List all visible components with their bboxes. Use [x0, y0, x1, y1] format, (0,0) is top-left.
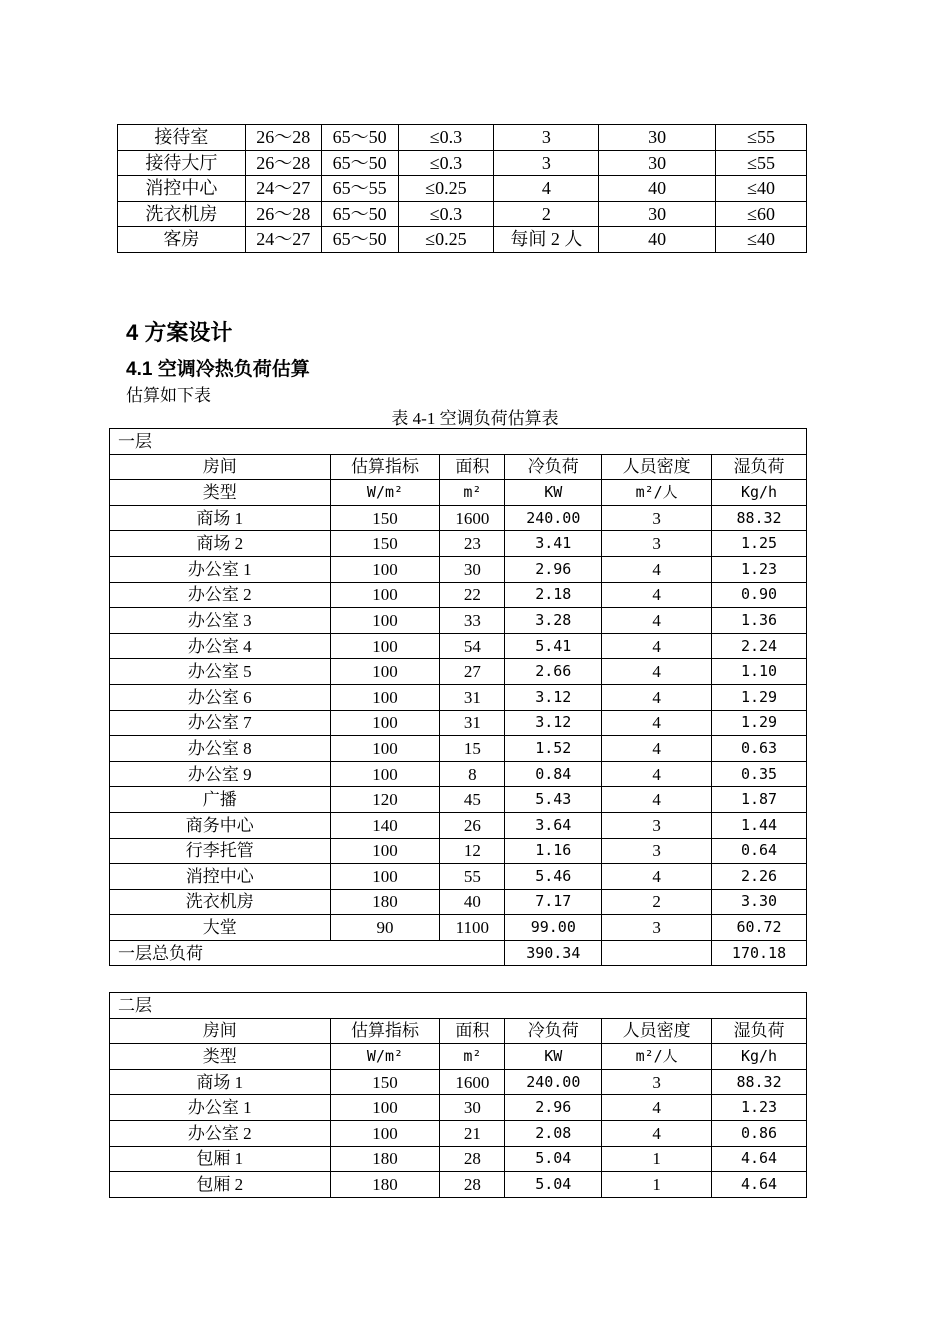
table-cell: 180: [330, 1172, 440, 1198]
table-cell: 5.41: [505, 633, 602, 659]
table-cell: 3: [602, 1069, 712, 1095]
table-cell: 150: [330, 1069, 440, 1095]
unit-row: [110, 480, 807, 506]
table-cell: 240.00: [505, 505, 602, 531]
table-row: [118, 176, 807, 202]
table-cell: 包厢 2: [110, 1172, 331, 1198]
subsection-heading: 4.1 空调冷热负荷估算: [126, 359, 310, 380]
header-row: [110, 1018, 807, 1044]
table-row: [110, 505, 807, 531]
total-label: 一层总负荷: [110, 940, 505, 966]
table-cell: 180: [330, 889, 440, 915]
table-cell: 0.86: [712, 1120, 807, 1146]
table-cell: 88.32: [712, 505, 807, 531]
table-row: [110, 1069, 807, 1095]
table-cell: 100: [330, 684, 440, 710]
table-row: [110, 633, 807, 659]
table-row: [118, 201, 807, 227]
column-header: 估算指标: [330, 1018, 440, 1044]
table-cell: 65～50: [321, 227, 398, 253]
table-cell: 8: [440, 761, 505, 787]
table-cell: 21: [440, 1120, 505, 1146]
table-cell: 广播: [110, 787, 331, 813]
table-cell: 99.00: [505, 915, 602, 941]
table-cell: ≤55: [716, 125, 807, 151]
table-cell: 30: [440, 1095, 505, 1121]
table-cell: 3.64: [505, 812, 602, 838]
table-cell: 办公室 4: [110, 633, 331, 659]
table-row: [110, 864, 807, 890]
table-cell: 2.26: [712, 864, 807, 890]
table-cell: ≤0.3: [398, 201, 494, 227]
table-cell: 1.87: [712, 787, 807, 813]
table-cell: 消控中心: [110, 864, 331, 890]
table-cell: ≤55: [716, 150, 807, 176]
table-cell: 3.12: [505, 710, 602, 736]
table-cell: ≤0.25: [398, 176, 494, 202]
table-cell: 65～55: [321, 176, 398, 202]
table-cell: 洗衣机房: [118, 201, 246, 227]
table-cell: 4: [602, 608, 712, 634]
column-unit: m²/人: [602, 480, 712, 506]
table-cell: 65～50: [321, 201, 398, 227]
table-cell: 0.64: [712, 838, 807, 864]
column-unit: Kg/h: [712, 1044, 807, 1070]
table-cell: 100: [330, 1095, 440, 1121]
table-cell: 4: [602, 787, 712, 813]
column-header: 房间: [110, 454, 331, 480]
total-cooling-load: 390.34: [505, 940, 602, 966]
table-cell: 100: [330, 761, 440, 787]
table-cell: 4.64: [712, 1146, 807, 1172]
table-cell: 办公室 2: [110, 1120, 331, 1146]
column-header: 估算指标: [330, 454, 440, 480]
table-cell: 4: [602, 556, 712, 582]
table-cell: 1600: [440, 1069, 505, 1095]
table-cell: 5.04: [505, 1172, 602, 1198]
table-cell: 0.90: [712, 582, 807, 608]
column-header: 面积: [440, 1018, 505, 1044]
table-cell: ≤0.25: [398, 227, 494, 253]
table-cell: 3: [602, 838, 712, 864]
table-cell: 1.52: [505, 736, 602, 762]
table-cell: 1.44: [712, 812, 807, 838]
table-cell: 240.00: [505, 1069, 602, 1095]
table-cell: 7.17: [505, 889, 602, 915]
table-cell: 0.63: [712, 736, 807, 762]
table-cell: 1.23: [712, 556, 807, 582]
table-cell: 5.46: [505, 864, 602, 890]
column-unit: KW: [505, 480, 602, 506]
table-row: [110, 915, 807, 941]
table-cell: 0.35: [712, 761, 807, 787]
table-cell: 40: [599, 176, 716, 202]
table-cell: 办公室 1: [110, 1095, 331, 1121]
table-cell: 2.96: [505, 556, 602, 582]
table-row: [110, 659, 807, 685]
table-cell: 28: [440, 1146, 505, 1172]
column-unit: m²: [440, 480, 505, 506]
table-row: [110, 710, 807, 736]
table-cell: 100: [330, 608, 440, 634]
column-unit: Kg/h: [712, 480, 807, 506]
table-cell: 30: [599, 201, 716, 227]
table-cell: 洗衣机房: [110, 889, 331, 915]
table-cell: 33: [440, 608, 505, 634]
table-cell: 3: [494, 125, 599, 151]
table-caption: 表 4-1 空调负荷估算表: [391, 409, 559, 428]
table-cell: 3.41: [505, 531, 602, 557]
table-cell: 商场 2: [110, 531, 331, 557]
column-unit: 类型: [110, 1044, 331, 1070]
column-unit: m²/人: [602, 1044, 712, 1070]
total-humidity-load: 170.18: [712, 940, 807, 966]
table-cell: 26～28: [245, 125, 321, 151]
table-row: [110, 531, 807, 557]
table-row: [110, 582, 807, 608]
table-cell: 3.12: [505, 684, 602, 710]
table-cell: 办公室 9: [110, 761, 331, 787]
table-cell: 2.08: [505, 1120, 602, 1146]
section-heading: 4 方案设计: [126, 320, 233, 345]
table-cell: 2.66: [505, 659, 602, 685]
table-cell: 3.28: [505, 608, 602, 634]
table-row: [110, 812, 807, 838]
table-cell: 4: [602, 1095, 712, 1121]
table-cell: 4: [602, 1120, 712, 1146]
table-row: [118, 227, 807, 253]
table-cell: ≤0.3: [398, 150, 494, 176]
table-cell: 4: [494, 176, 599, 202]
table-cell: 2.96: [505, 1095, 602, 1121]
table-cell: 办公室 1: [110, 556, 331, 582]
table-cell: 65～50: [321, 125, 398, 151]
table-row: [118, 125, 807, 151]
table-cell: 办公室 2: [110, 582, 331, 608]
table-cell: 1100: [440, 915, 505, 941]
table-cell: 88.32: [712, 1069, 807, 1095]
table-cell: 40: [440, 889, 505, 915]
table-cell: 3: [602, 915, 712, 941]
table-cell: 商务中心: [110, 812, 331, 838]
table-row: [110, 608, 807, 634]
column-header: 冷负荷: [505, 1018, 602, 1044]
table-row: [110, 1146, 807, 1172]
table-cell: 1: [602, 1172, 712, 1198]
floor-label: 二层: [110, 993, 807, 1019]
table-cell: 30: [599, 125, 716, 151]
table-cell: 12: [440, 838, 505, 864]
column-header: 人员密度: [602, 454, 712, 480]
table-cell: 40: [599, 227, 716, 253]
column-unit: KW: [505, 1044, 602, 1070]
table-row: [110, 889, 807, 915]
table-cell: 1.25: [712, 531, 807, 557]
table-row: [110, 556, 807, 582]
column-unit: W/m²: [330, 1044, 440, 1070]
table-cell: 1600: [440, 505, 505, 531]
table-cell: ≤60: [716, 201, 807, 227]
table-cell: 140: [330, 812, 440, 838]
table-row: [110, 787, 807, 813]
table-cell: 4: [602, 761, 712, 787]
table-cell: 办公室 8: [110, 736, 331, 762]
header-row: [110, 454, 807, 480]
table-cell: 办公室 3: [110, 608, 331, 634]
column-unit: 类型: [110, 480, 331, 506]
table-cell: 4.64: [712, 1172, 807, 1198]
table-cell: 100: [330, 864, 440, 890]
floor-label: 一层: [110, 429, 807, 455]
table-cell: 4: [602, 633, 712, 659]
table-cell: 23: [440, 531, 505, 557]
table-cell: 0.84: [505, 761, 602, 787]
table-cell: 2: [602, 889, 712, 915]
table-cell: 100: [330, 556, 440, 582]
table-cell: 60.72: [712, 915, 807, 941]
table-cell: 客房: [118, 227, 246, 253]
table-cell: 65～50: [321, 150, 398, 176]
table-row: [118, 150, 807, 176]
table-cell: 4: [602, 736, 712, 762]
table-row: [110, 684, 807, 710]
table-cell: 行李托管: [110, 838, 331, 864]
load-table-floor-2: [109, 992, 807, 1198]
table-cell: 100: [330, 659, 440, 685]
table-cell: 24～27: [245, 227, 321, 253]
floor-row: [110, 993, 807, 1019]
table-cell: 100: [330, 838, 440, 864]
load-table-floor-1: [109, 428, 807, 966]
table-cell: 26: [440, 812, 505, 838]
table-cell: 54: [440, 633, 505, 659]
table-cell: 4: [602, 710, 712, 736]
table-cell: 45: [440, 787, 505, 813]
table-cell: 15: [440, 736, 505, 762]
floor-row: [110, 429, 807, 455]
table-cell: ≤0.3: [398, 125, 494, 151]
table-cell: 30: [599, 150, 716, 176]
column-unit: m²: [440, 1044, 505, 1070]
column-header: 冷负荷: [505, 454, 602, 480]
table-cell: 100: [330, 736, 440, 762]
column-header: 湿负荷: [712, 1018, 807, 1044]
table-cell: 27: [440, 659, 505, 685]
table-cell: ≤40: [716, 176, 807, 202]
table-cell: 4: [602, 684, 712, 710]
table-cell: 4: [602, 582, 712, 608]
table-cell: 3: [494, 150, 599, 176]
column-header: 人员密度: [602, 1018, 712, 1044]
table-cell: 1.36: [712, 608, 807, 634]
table-cell: 1.10: [712, 659, 807, 685]
table-cell: 5.43: [505, 787, 602, 813]
table-cell: 1.29: [712, 684, 807, 710]
table-row: [110, 1172, 807, 1198]
table-cell: 26～28: [245, 150, 321, 176]
table-cell: 4: [602, 659, 712, 685]
table-cell: 120: [330, 787, 440, 813]
table-cell: 31: [440, 710, 505, 736]
table-cell: 26～28: [245, 201, 321, 227]
table-cell: 100: [330, 1120, 440, 1146]
unit-row: [110, 1044, 807, 1070]
column-header: 湿负荷: [712, 454, 807, 480]
table-cell: 31: [440, 684, 505, 710]
table-cell: 3: [602, 812, 712, 838]
table-row: [110, 1095, 807, 1121]
table-row: [110, 1120, 807, 1146]
table-cell: 办公室 7: [110, 710, 331, 736]
table-cell: 2.18: [505, 582, 602, 608]
table-cell: 55: [440, 864, 505, 890]
table-cell: 5.04: [505, 1146, 602, 1172]
table-cell: 100: [330, 633, 440, 659]
column-header: 面积: [440, 454, 505, 480]
table-cell: 28: [440, 1172, 505, 1198]
table-cell: 2.24: [712, 633, 807, 659]
table-cell: 100: [330, 710, 440, 736]
table-cell: 4: [602, 864, 712, 890]
table-cell: 90: [330, 915, 440, 941]
table-cell: 180: [330, 1146, 440, 1172]
table-row: [110, 838, 807, 864]
table-cell: 包厢 1: [110, 1146, 331, 1172]
table-cell: 接待室: [118, 125, 246, 151]
table-row: [110, 736, 807, 762]
table-cell: 150: [330, 505, 440, 531]
table-cell: 1.16: [505, 838, 602, 864]
intro-text: 估算如下表: [126, 386, 211, 405]
total-row: [110, 940, 807, 966]
table-cell: 大堂: [110, 915, 331, 941]
column-header: 房间: [110, 1018, 331, 1044]
table-cell: 3.30: [712, 889, 807, 915]
table-cell: ≤40: [716, 227, 807, 253]
table-cell: 办公室 5: [110, 659, 331, 685]
table-cell: 商场 1: [110, 505, 331, 531]
table-cell: 30: [440, 556, 505, 582]
table-cell: 22: [440, 582, 505, 608]
column-unit: W/m²: [330, 480, 440, 506]
table-cell: 150: [330, 531, 440, 557]
table-cell: 办公室 6: [110, 684, 331, 710]
design-parameters-table: [117, 124, 807, 253]
table-cell: 商场 1: [110, 1069, 331, 1095]
table-cell: 接待大厅: [118, 150, 246, 176]
table-cell: 3: [602, 531, 712, 557]
table-cell: 100: [330, 582, 440, 608]
table-cell: 1.23: [712, 1095, 807, 1121]
table-cell: 1: [602, 1146, 712, 1172]
table-cell: 24～27: [245, 176, 321, 202]
table-cell: 消控中心: [118, 176, 246, 202]
table-cell: 1.29: [712, 710, 807, 736]
table-cell: 3: [602, 505, 712, 531]
table-cell: 2: [494, 201, 599, 227]
table-row: [110, 761, 807, 787]
table-cell: 每间 2 人: [494, 227, 599, 253]
empty-cell: [602, 940, 712, 966]
